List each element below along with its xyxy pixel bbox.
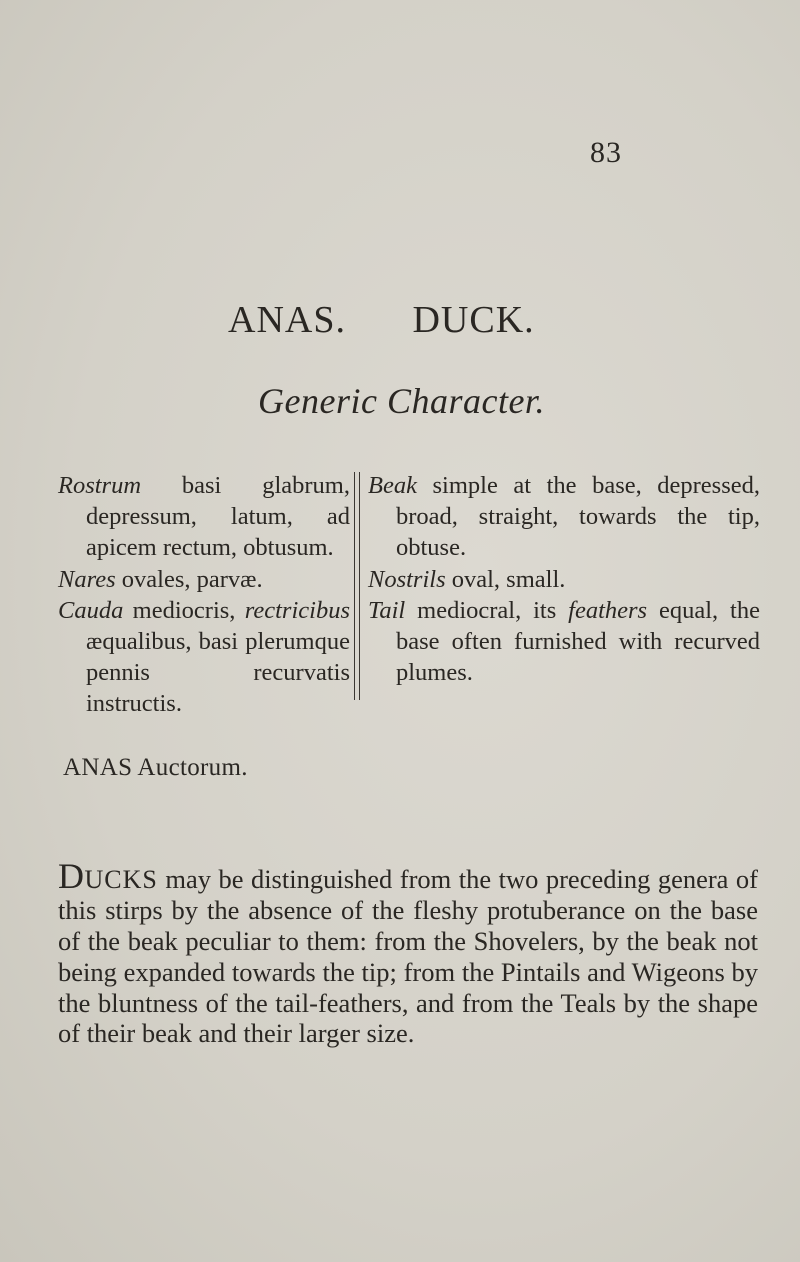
genus-title-english: DUCK. (412, 299, 535, 341)
latin-entry-cauda: Cauda mediocris, rectricibus æqualibus, basi plerumque pennis recurvatis instructis. (58, 596, 350, 718)
column-divider (354, 472, 360, 700)
character-columns (58, 470, 760, 718)
body-text: may be distinguished from the two preceding genera of this stirps by the absence of the fleshy protuberance on the base of the beak peculiar to them: from the Shovelers, by the beak not being expanded towards the tip; from the Pintails and Wigeons by the bluntness of the tail-feathers, and from the Teals by the shape of their beak and their larger size. (58, 863, 758, 1049)
genus-title (228, 298, 535, 342)
generic-character-heading: Generic Character. (258, 381, 545, 421)
page-number: 83 (590, 136, 622, 169)
body-paragraph (58, 855, 758, 1050)
english-entry-nostrils: Nostrils oval, small. (368, 565, 566, 593)
latin-entry-nares: Nares ovales, parvæ. (58, 565, 263, 593)
latin-column (58, 470, 350, 720)
english-column (368, 470, 760, 688)
drop-cap: D (58, 855, 85, 896)
english-entry-beak: Beak simple at the base, depressed, broad, straight, towards the tip, obtuse. (368, 472, 760, 562)
section-heading: ANAS Auctorum. (63, 754, 248, 781)
small-caps-word: UCKS (84, 864, 158, 894)
genus-title-latin: ANAS. (228, 299, 346, 341)
english-entry-tail: Tail mediocral, its feathers equal, the base often furnished with recurved plumes. (368, 596, 760, 687)
latin-entry-rostrum: Rostrum basi glabrum, depressum, latum, ad apicem rectum, obtusum. (58, 472, 350, 562)
